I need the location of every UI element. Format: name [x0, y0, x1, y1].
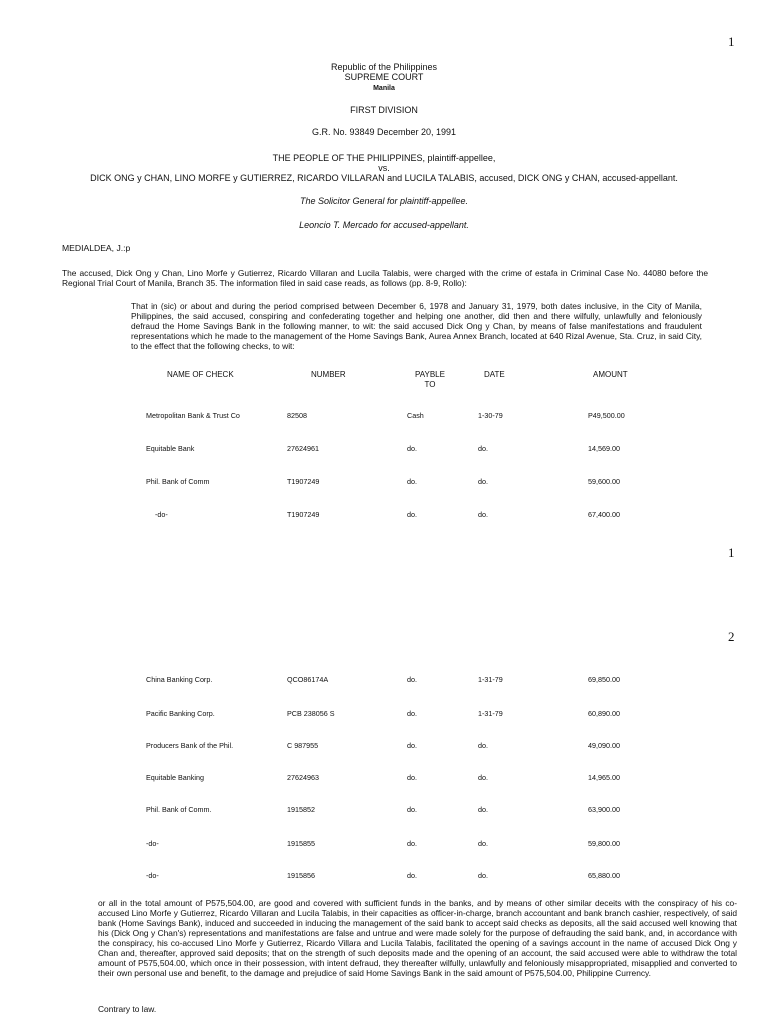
cell-payable: do.: [407, 444, 417, 453]
cell-amount: 59,800.00: [588, 839, 620, 848]
cell-payable: do.: [407, 805, 417, 814]
cell-name: Equitable Bank: [146, 444, 195, 453]
cell-number: 1915856: [287, 871, 315, 880]
cell-number: 1915855: [287, 839, 315, 848]
information-paragraph: That in (sic) or about and during the period comprised between December 6, 1978 and January 31, 1979, both dates inclusive, in the City of Manila, Philippines, the said accused, conspiring and confederating together and helping one another, did then and there wilfully, unlawfully and feloniously defraud the Home Savings Bank in the following manner, to wit: the said accused Dick Ong y Chan, by means of false manifestations and fraudulent representations which he made to the management of the Home Savings Bank, Aurea Annex Branch, located at 640 Rizal Avenue, Sta. Cruz, in said City, to the effect that the following checks, to wit:: [131, 301, 702, 351]
cell-number: PCB 238056 S: [287, 709, 335, 718]
cell-date: 1-31-79: [478, 675, 503, 684]
cell-name: Metropolitan Bank & Trust Co: [146, 411, 240, 420]
cell-name: -do-: [146, 839, 159, 848]
counsel-plaintiff: The Solicitor General for plaintiff-appellee.: [299, 196, 469, 206]
cell-date: do.: [478, 839, 488, 848]
cell-amount: 49,090.00: [588, 741, 620, 750]
cell-number: 82508: [287, 411, 307, 420]
cell-name: Pacific Banking Corp.: [146, 709, 215, 718]
table-header-payable: PAYBLE TO: [415, 370, 445, 389]
republic-line: Republic of the Philippines: [330, 62, 438, 72]
cell-payable: do.: [407, 477, 417, 486]
table-header-date: DATE: [484, 370, 505, 379]
cell-amount: P49,500.00: [588, 411, 625, 420]
cell-amount: 14,569.00: [588, 444, 620, 453]
cell-date: do.: [478, 871, 488, 880]
cell-number: QCO86174A: [287, 675, 329, 684]
counsel-accused: Leoncio T. Mercado for accused-appellant.: [299, 220, 469, 230]
cell-payable: do.: [407, 871, 417, 880]
parties-accused: DICK ONG y CHAN, LINO MORFE y GUTIERREZ, RICARDO VILLARAN and LUCILA TALABIS, accused, DICK ONG y CHAN, accused-appellant.: [90, 173, 678, 183]
versus: vs.: [378, 163, 390, 173]
cell-amount: 14,965.00: [588, 773, 620, 782]
cell-date: do.: [478, 773, 488, 782]
cell-date: do.: [478, 741, 488, 750]
cell-payable: do.: [407, 839, 417, 848]
cell-name: -do-: [155, 510, 168, 519]
cell-amount: 60,890.00: [588, 709, 620, 718]
court-name: SUPREME COURT: [344, 72, 424, 82]
cell-number: T1907249: [287, 510, 320, 519]
cell-amount: 59,600.00: [588, 477, 620, 486]
division-title: FIRST DIVISION: [350, 105, 418, 115]
cell-number: 27624963: [287, 773, 319, 782]
intro-paragraph: The accused, Dick Ong y Chan, Lino Morfe y Gutierrez, Ricardo Villaran and Lucila Talabis, were charged with the crime of estafa in Criminal Case No. 44080 before the Regional Trial Court of Manila, Branch 35. The information filed in said case reads, as follows (pp. 8-9, Rollo):: [62, 268, 708, 288]
parties-plaintiff: THE PEOPLE OF THE PHILIPPINES, plaintiff-appellee,: [272, 153, 496, 163]
cell-date: 1-31-79: [478, 709, 503, 718]
cell-date: do.: [478, 477, 488, 486]
ponente: MEDIALDEA, J.:p: [62, 243, 131, 253]
cell-name: Phil. Bank of Comm.: [146, 805, 212, 814]
cell-payable: do.: [407, 510, 417, 519]
cell-date: do.: [478, 510, 488, 519]
page-number: 2: [728, 629, 735, 644]
cell-date: do.: [478, 444, 488, 453]
cell-amount: 67,400.00: [588, 510, 620, 519]
cell-name: Equitable Banking: [146, 773, 204, 782]
cell-amount: 69,850.00: [588, 675, 620, 684]
cell-date: 1-30-79: [478, 411, 503, 420]
cell-number: C 987955: [287, 741, 319, 750]
table-header-amount: AMOUNT: [593, 370, 628, 379]
cell-amount: 65,880.00: [588, 871, 620, 880]
cell-name: Producers Bank of the Phil.: [146, 741, 234, 750]
table-header-number: NUMBER: [311, 370, 346, 379]
cell-payable: Cash: [407, 411, 424, 420]
closing-paragraph: or all in the total amount of P575,504.00, are good and covered with sufficient funds in the banks, and by means of other similar deceits with the conspiracy of his co-accused Lino Morfe y Gutierrez, Ricardo Villaran and Lucila Talabis, in their capacities as officer-in-charge, branch accountant and bank branch cashier, respectively, of said bank (Home Savings Bank), induced and succeeded in inducing the management of the said bank to accept said checks as deposits, all the said accused well knowing that his (Dick Ong y Chan's) representations and manifestations are false and untrue and were made solely for the purpose of defrauding the said bank, and, in accordance with the conspiracy, his co-accused Lino Morfe y Gutierrez, Ricardo Villara and Lucila Talabis, facilitated the opening of a savings account in the name of accused Dick Ong y Chan and, thereafter, approved said deposits; that on the strength of such deposits made and the opening of an account, the said accused were able to withdraw the total amount of P575,504.00, which once in their possession, with intent defraud, they thereafter wilfully, unlawfully and feloniously misappropriated, misapplied and converted to their own personal use and benefit, to the damage and prejudice of said Home Savings Bank in the said amount of P575,504.00, Philippine Currency.: [98, 898, 737, 978]
page-number: 1: [728, 545, 735, 560]
cell-payable: do.: [407, 709, 417, 718]
cell-number: T1907249: [287, 477, 320, 486]
cell-name: China Banking Corp.: [146, 675, 213, 684]
contrary-to-law: Contrary to law.: [98, 1004, 157, 1014]
cell-payable: do.: [407, 773, 417, 782]
cell-name: Phil. Bank of Comm: [146, 477, 210, 486]
page-number: 1: [728, 34, 735, 49]
cell-number: 27624961: [287, 444, 319, 453]
case-number: G.R. No. 93849 December 20, 1991: [311, 127, 457, 137]
court-city: Manila: [373, 85, 395, 92]
cell-amount: 63,900.00: [588, 805, 620, 814]
cell-payable: do.: [407, 741, 417, 750]
cell-number: 1915852: [287, 805, 315, 814]
table-header-name: NAME OF CHECK: [167, 370, 234, 379]
cell-payable: do.: [407, 675, 417, 684]
cell-name: -do-: [146, 871, 159, 880]
cell-date: do.: [478, 805, 488, 814]
